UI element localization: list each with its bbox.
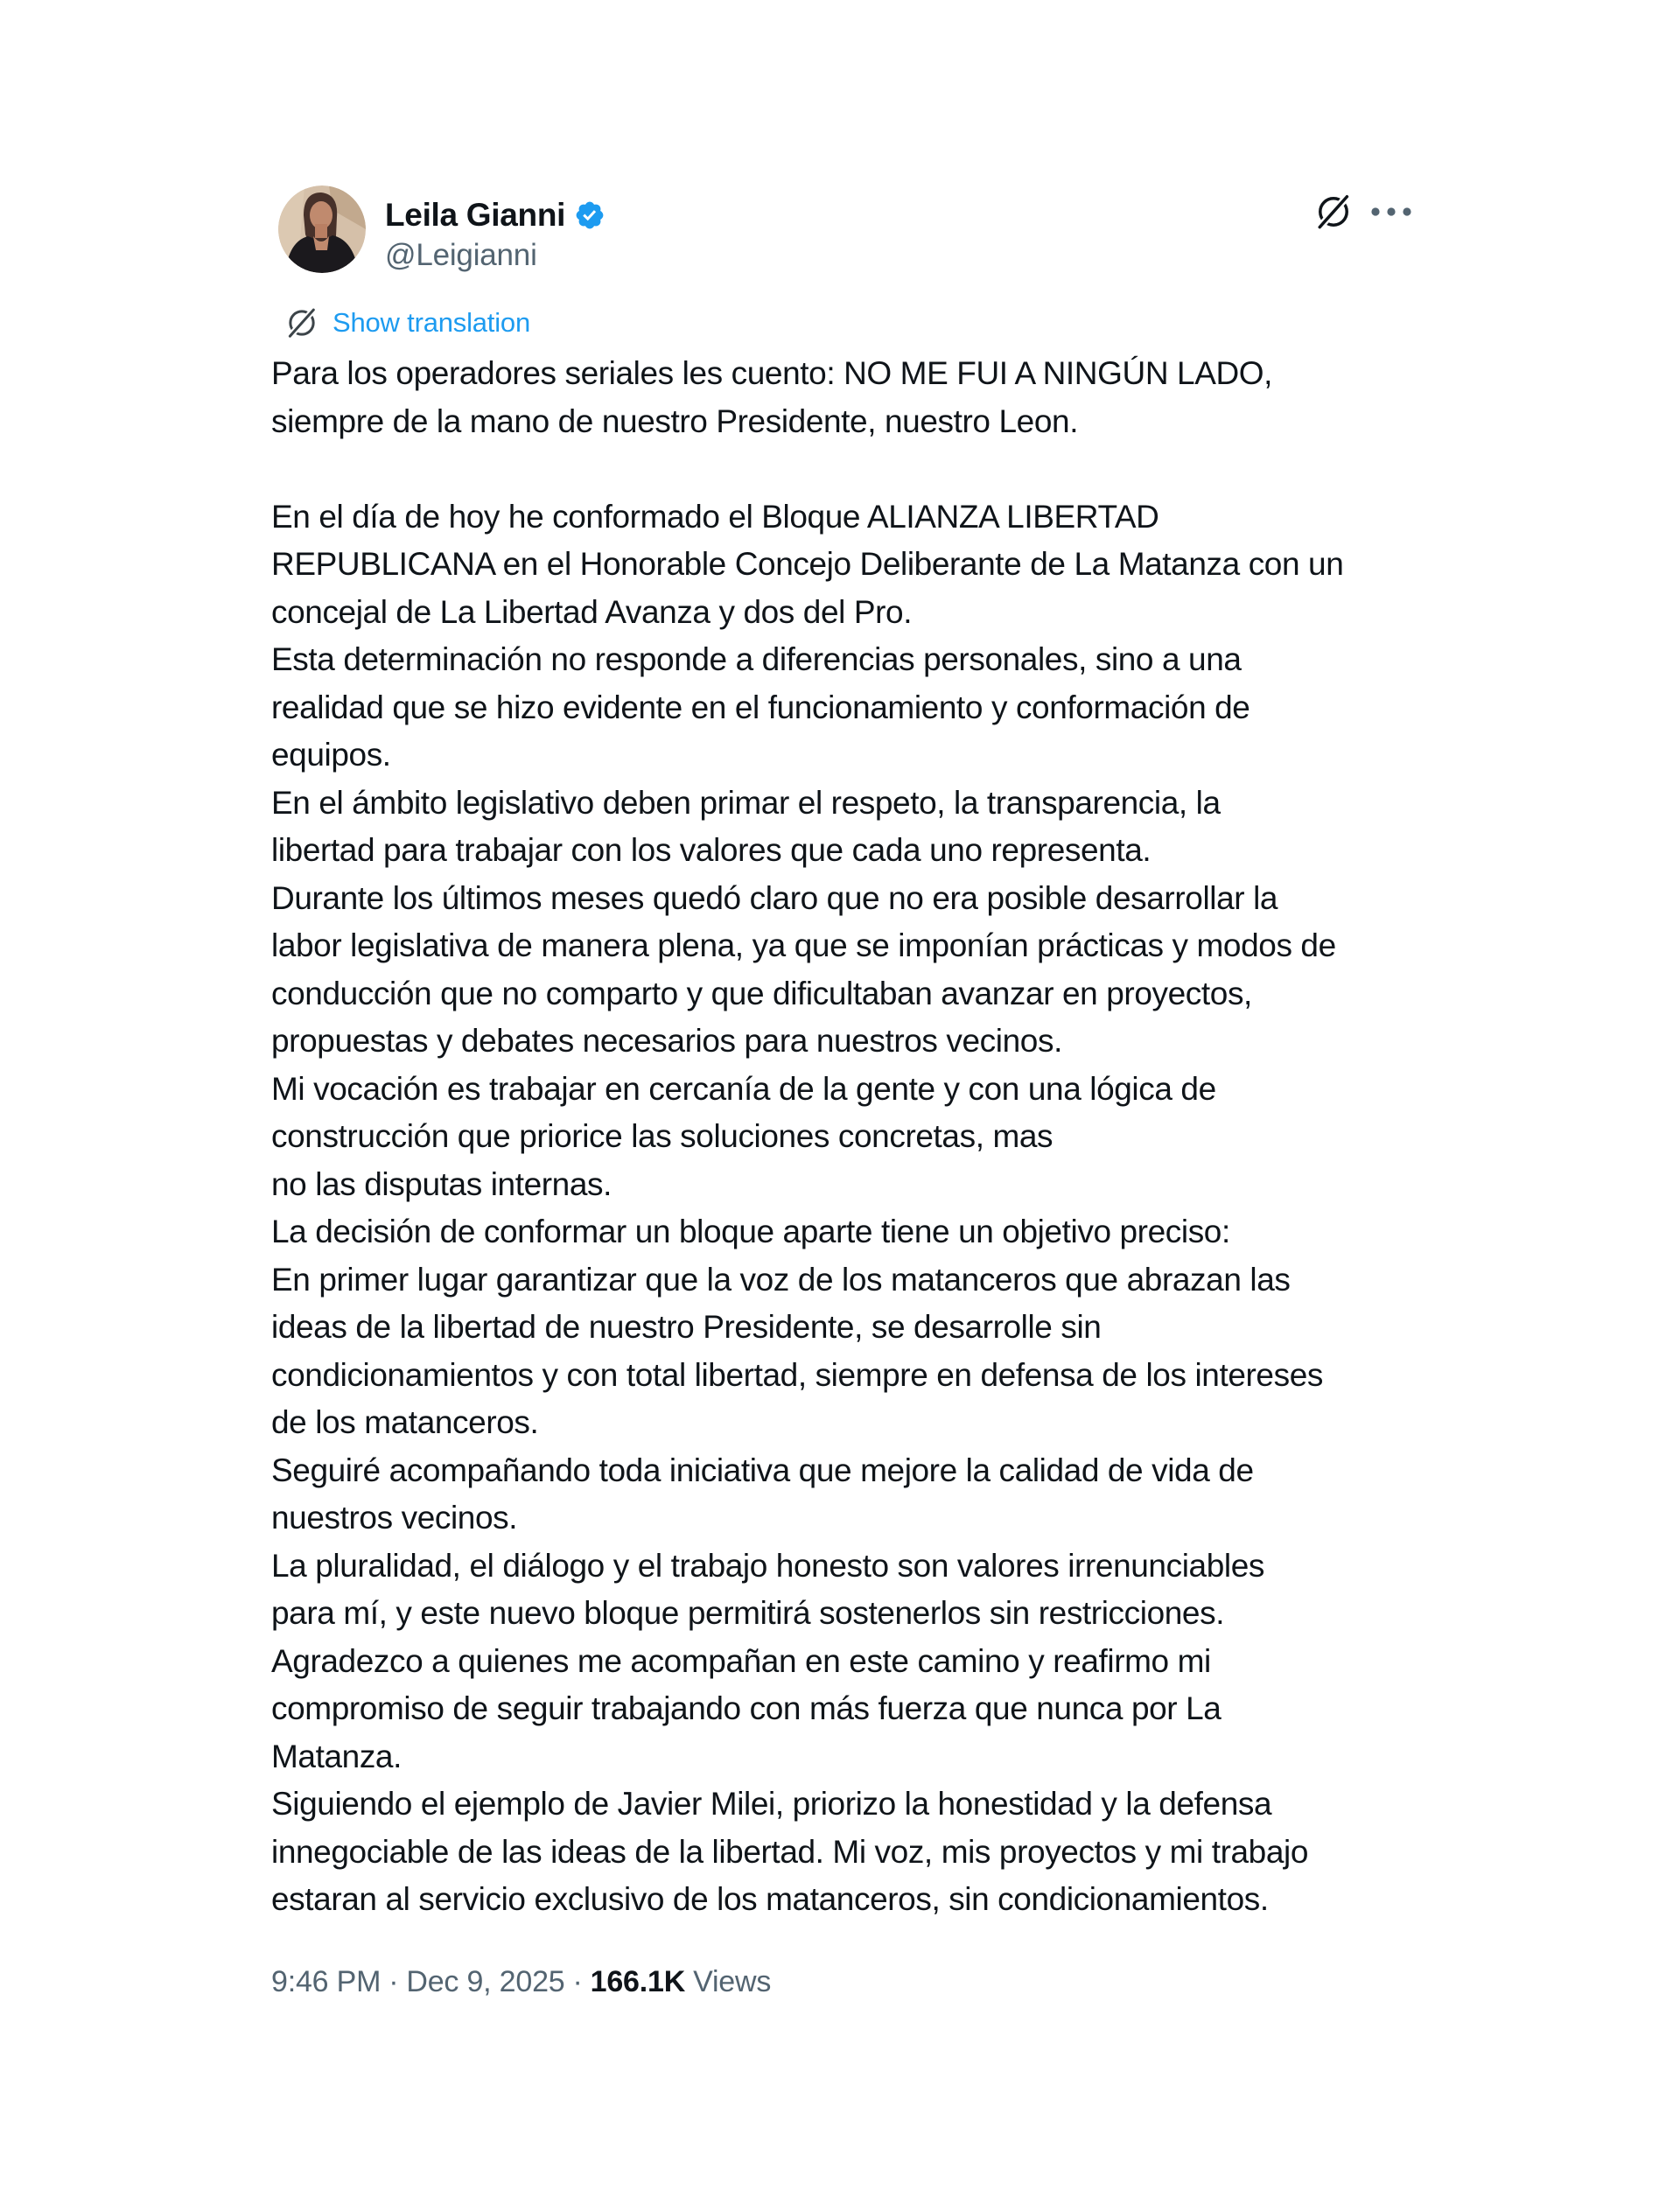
tweet-text-line: Esta determinación no responde a diferencias personales, sino a una [271,641,1242,677]
tweet-text-line: labor legislativa de manera plena, ya que se imponían prácticas y modos de [271,927,1336,963]
views-label: Views [693,1965,772,1998]
tweet-text-line: compromiso de seguir trabajando con más fuerza que nunca por La [271,1690,1222,1726]
tweet-text-line: Siguiendo el ejemplo de Javier Milei, priorizo la honestidad y la defensa [271,1786,1272,1822]
tweet-text-line: La pluralidad, el diálogo y el trabajo honesto son valores irrenunciables [271,1547,1264,1584]
tweet-text-line: Seguiré acompañando toda iniciativa que mejore la calidad de vida de [271,1452,1254,1488]
avatar-photo [278,185,366,273]
tweet-time: 9:46 PM [271,1965,382,1998]
tweet-text-line: Mi vocación es trabajar en cercanía de la gente y con una lógica de [271,1070,1216,1107]
tweet-text-line: estaran al servicio exclusivo de los matanceros, sin condicionamientos. [271,1881,1269,1917]
tweet-text-line: de los matanceros. [271,1404,539,1440]
author-name[interactable]: Leila Gianni [385,197,566,233]
grok-translate-icon [285,306,318,339]
tweet-text-line: nuestros vecinos. [271,1500,518,1536]
tweet-text-line: innegociable de las ideas de la libertad. Mi voz, mis proyectos y mi trabajo [271,1833,1309,1870]
tweet-text-line: En el ámbito legislativo deben primar el respeto, la transparencia, la [271,784,1221,821]
tweet-text-line: En primer lugar garantizar que la voz de los matanceros que abrazan las [271,1261,1291,1298]
more-horizontal-icon [1368,194,1414,229]
show-translation-label: Show translation [332,307,530,338]
tweet-text-line: equipos. [271,737,391,773]
tweet-text-line: para mí, y este nuevo bloque permitirá sostenerlos sin restricciones. [271,1595,1225,1631]
grok-circle-slash-icon [1314,192,1353,231]
grok-button[interactable] [1314,192,1353,231]
tweet-text-line: Matanza. [271,1738,402,1774]
tweet-text-line: construcción que priorice las soluciones concretas, mas [271,1118,1054,1154]
tweet-text-line: ideas de la libertad de nuestro Presidente, se desarrolle sin [271,1309,1102,1345]
author-row [385,196,606,234]
author-handle[interactable]: @Leigianni [385,238,537,272]
tweet-text-line: no las disputas internas. [271,1165,612,1202]
footer-separator: · [388,1965,399,1998]
tweet-text-line: condicionamientos y con total libertad, siempre en defensa de los intereses [271,1356,1323,1393]
tweet-text-line: Durante los últimos meses quedó claro que no era posible desarrollar la [271,879,1278,916]
verified-badge-icon [574,199,606,231]
tweet-text-line: En el día de hoy he conformado el Bloque ALIANZA LIBERTAD [271,498,1159,535]
tweet-text-line: conducción que no comparto y que dificultaban avanzar en proyectos, [271,975,1252,1011]
more-button[interactable] [1368,194,1414,229]
tweet-text-line [271,445,1461,493]
tweet-text-line: concejal de La Libertad Avanza y dos del Pro. [271,593,913,630]
tweet-text-line: La decisión de conformar un bloque aparte tiene un objetivo preciso: [271,1214,1230,1249]
tweet-text-line: REPUBLICANA en el Honorable Concejo Deliberante de La Matanza con un [271,546,1344,582]
tweet-footer [271,1965,771,1999]
avatar[interactable] [278,185,366,273]
footer-separator: · [572,1965,583,1998]
tweet-text-line: siempre de la mano de nuestro Presidente, nuestro Leon. [271,402,1079,439]
tweet-text-line: libertad para trabajar con los valores que cada uno representa. [271,832,1152,868]
tweet-text-line: propuestas y debates necesarios para nuestros vecinos. [271,1023,1062,1059]
views-count: 166.1K [590,1965,686,1998]
show-translation-button[interactable] [285,306,530,339]
tweet-text-line: Para los operadores seriales les cuento: NO ME FUI A NINGÚN LADO, [271,355,1273,391]
tweet-text-line: Agradezco a quienes me acompañan en este camino y reafirmo mi [271,1642,1211,1679]
tweet-text [271,350,1461,1924]
tweet-text-line: realidad que se hizo evidente en el funcionamiento y conformación de [271,689,1250,725]
tweet-date: Dec 9, 2025 [406,1965,565,1998]
